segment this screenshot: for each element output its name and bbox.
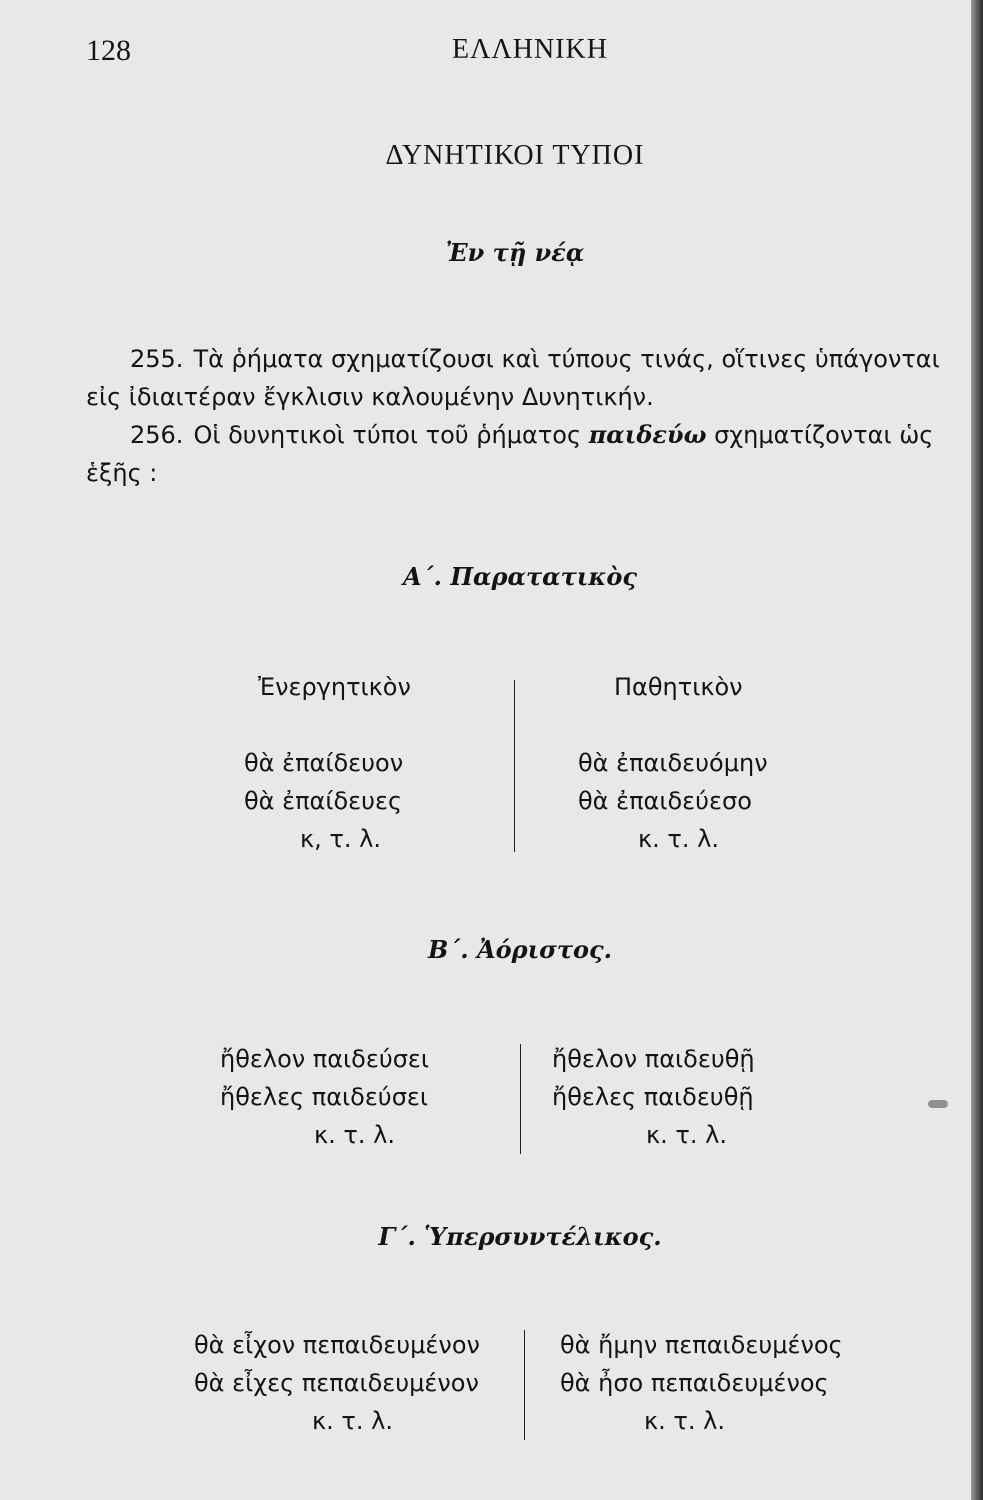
form-line: θὰ ἐπαίδευες xyxy=(244,787,403,815)
column-divider xyxy=(514,680,515,852)
form-line: θὰ ἐπαίδευον xyxy=(244,749,404,777)
pluperfect-active-forms xyxy=(194,1326,480,1440)
etc-abbrev: κ, τ. λ. xyxy=(300,825,381,853)
form-line: θὰ εἶχον πεπαιδευμένον xyxy=(194,1331,480,1359)
page-number: 128 xyxy=(86,34,131,67)
form-line: ἤθελον παιδευθῇ xyxy=(552,1045,755,1073)
column-divider xyxy=(520,1044,521,1154)
section-title: ΔΥΝΗΤΙΚΟΙ ΤΥΠΟΙ xyxy=(385,140,645,171)
paragraph-line xyxy=(86,340,956,378)
etc-abbrev: κ. τ. λ. xyxy=(314,1121,395,1149)
page-binding-edge xyxy=(971,0,983,1500)
form-line: θὰ ἐπαιδεύεσο xyxy=(578,787,752,815)
imperfect-active-forms xyxy=(244,744,403,858)
pluperfect-passive-forms xyxy=(560,1326,843,1440)
form-line: θὰ ἤμην πεπαιδευμένος xyxy=(560,1331,843,1359)
heading-imperfect: Α΄. Παρατατικὸς xyxy=(403,562,637,591)
paragraph-line xyxy=(86,416,956,454)
heading-aorist: Β΄. Ἀόριστος. xyxy=(427,935,613,964)
form-line: θὰ ἦσο πεπαιδευμένος xyxy=(560,1369,829,1397)
running-head: ΕΛΛΗΝΙΚΗ xyxy=(452,34,608,65)
paragraph-text: Τὰ ῥήματα σχηματίζουσι καὶ τύπους τινάς, οἵτινες ὑπάγονται xyxy=(193,345,940,373)
verb-paideuo: παιδεύω xyxy=(588,420,707,449)
column-divider xyxy=(524,1330,525,1440)
ink-smudge xyxy=(928,1100,948,1108)
heading-pluperfect: Γ΄. Ὑπερσυντέλικος. xyxy=(378,1222,662,1251)
etc-abbrev: κ. τ. λ. xyxy=(644,1407,725,1435)
paragraph-text: σχηματίζονται ὡς xyxy=(714,421,934,449)
etc-abbrev: κ. τ. λ. xyxy=(638,825,719,853)
paragraph-text: Οἱ δυνητικοὶ τύποι τοῦ ῥήματος xyxy=(193,421,582,449)
form-line: ἤθελον παιδεύσει xyxy=(220,1045,430,1073)
paragraph-255 xyxy=(86,340,956,416)
etc-abbrev: κ. τ. λ. xyxy=(646,1121,727,1149)
form-line: ἤθελες παιδευθῇ xyxy=(552,1083,754,1111)
form-line: θὰ εἶχες πεπαιδευμένον xyxy=(194,1369,479,1397)
paragraph-line: εἰς ἰδιαιτέραν ἔγκλισιν καλουμένην Δυνητικήν. xyxy=(86,383,654,411)
imperfect-passive-forms xyxy=(578,744,768,858)
paragraph-line: ἑξῆς : xyxy=(86,459,158,487)
paragraph-number: 256. xyxy=(130,421,184,449)
paragraph-256 xyxy=(86,416,956,492)
column-header-active: Ἐνεργητικὸν xyxy=(258,673,411,701)
aorist-passive-forms xyxy=(552,1040,755,1154)
form-line: θὰ ἐπαιδευόμην xyxy=(578,749,768,777)
subtitle: Ἐν τῇ νέᾳ xyxy=(445,238,585,267)
etc-abbrev: κ. τ. λ. xyxy=(312,1407,393,1435)
form-line: ἤθελες παιδεύσει xyxy=(220,1083,428,1111)
column-header-passive: Παθητικὸν xyxy=(614,673,743,701)
paragraph-number: 255. xyxy=(130,345,184,373)
aorist-active-forms xyxy=(220,1040,429,1154)
